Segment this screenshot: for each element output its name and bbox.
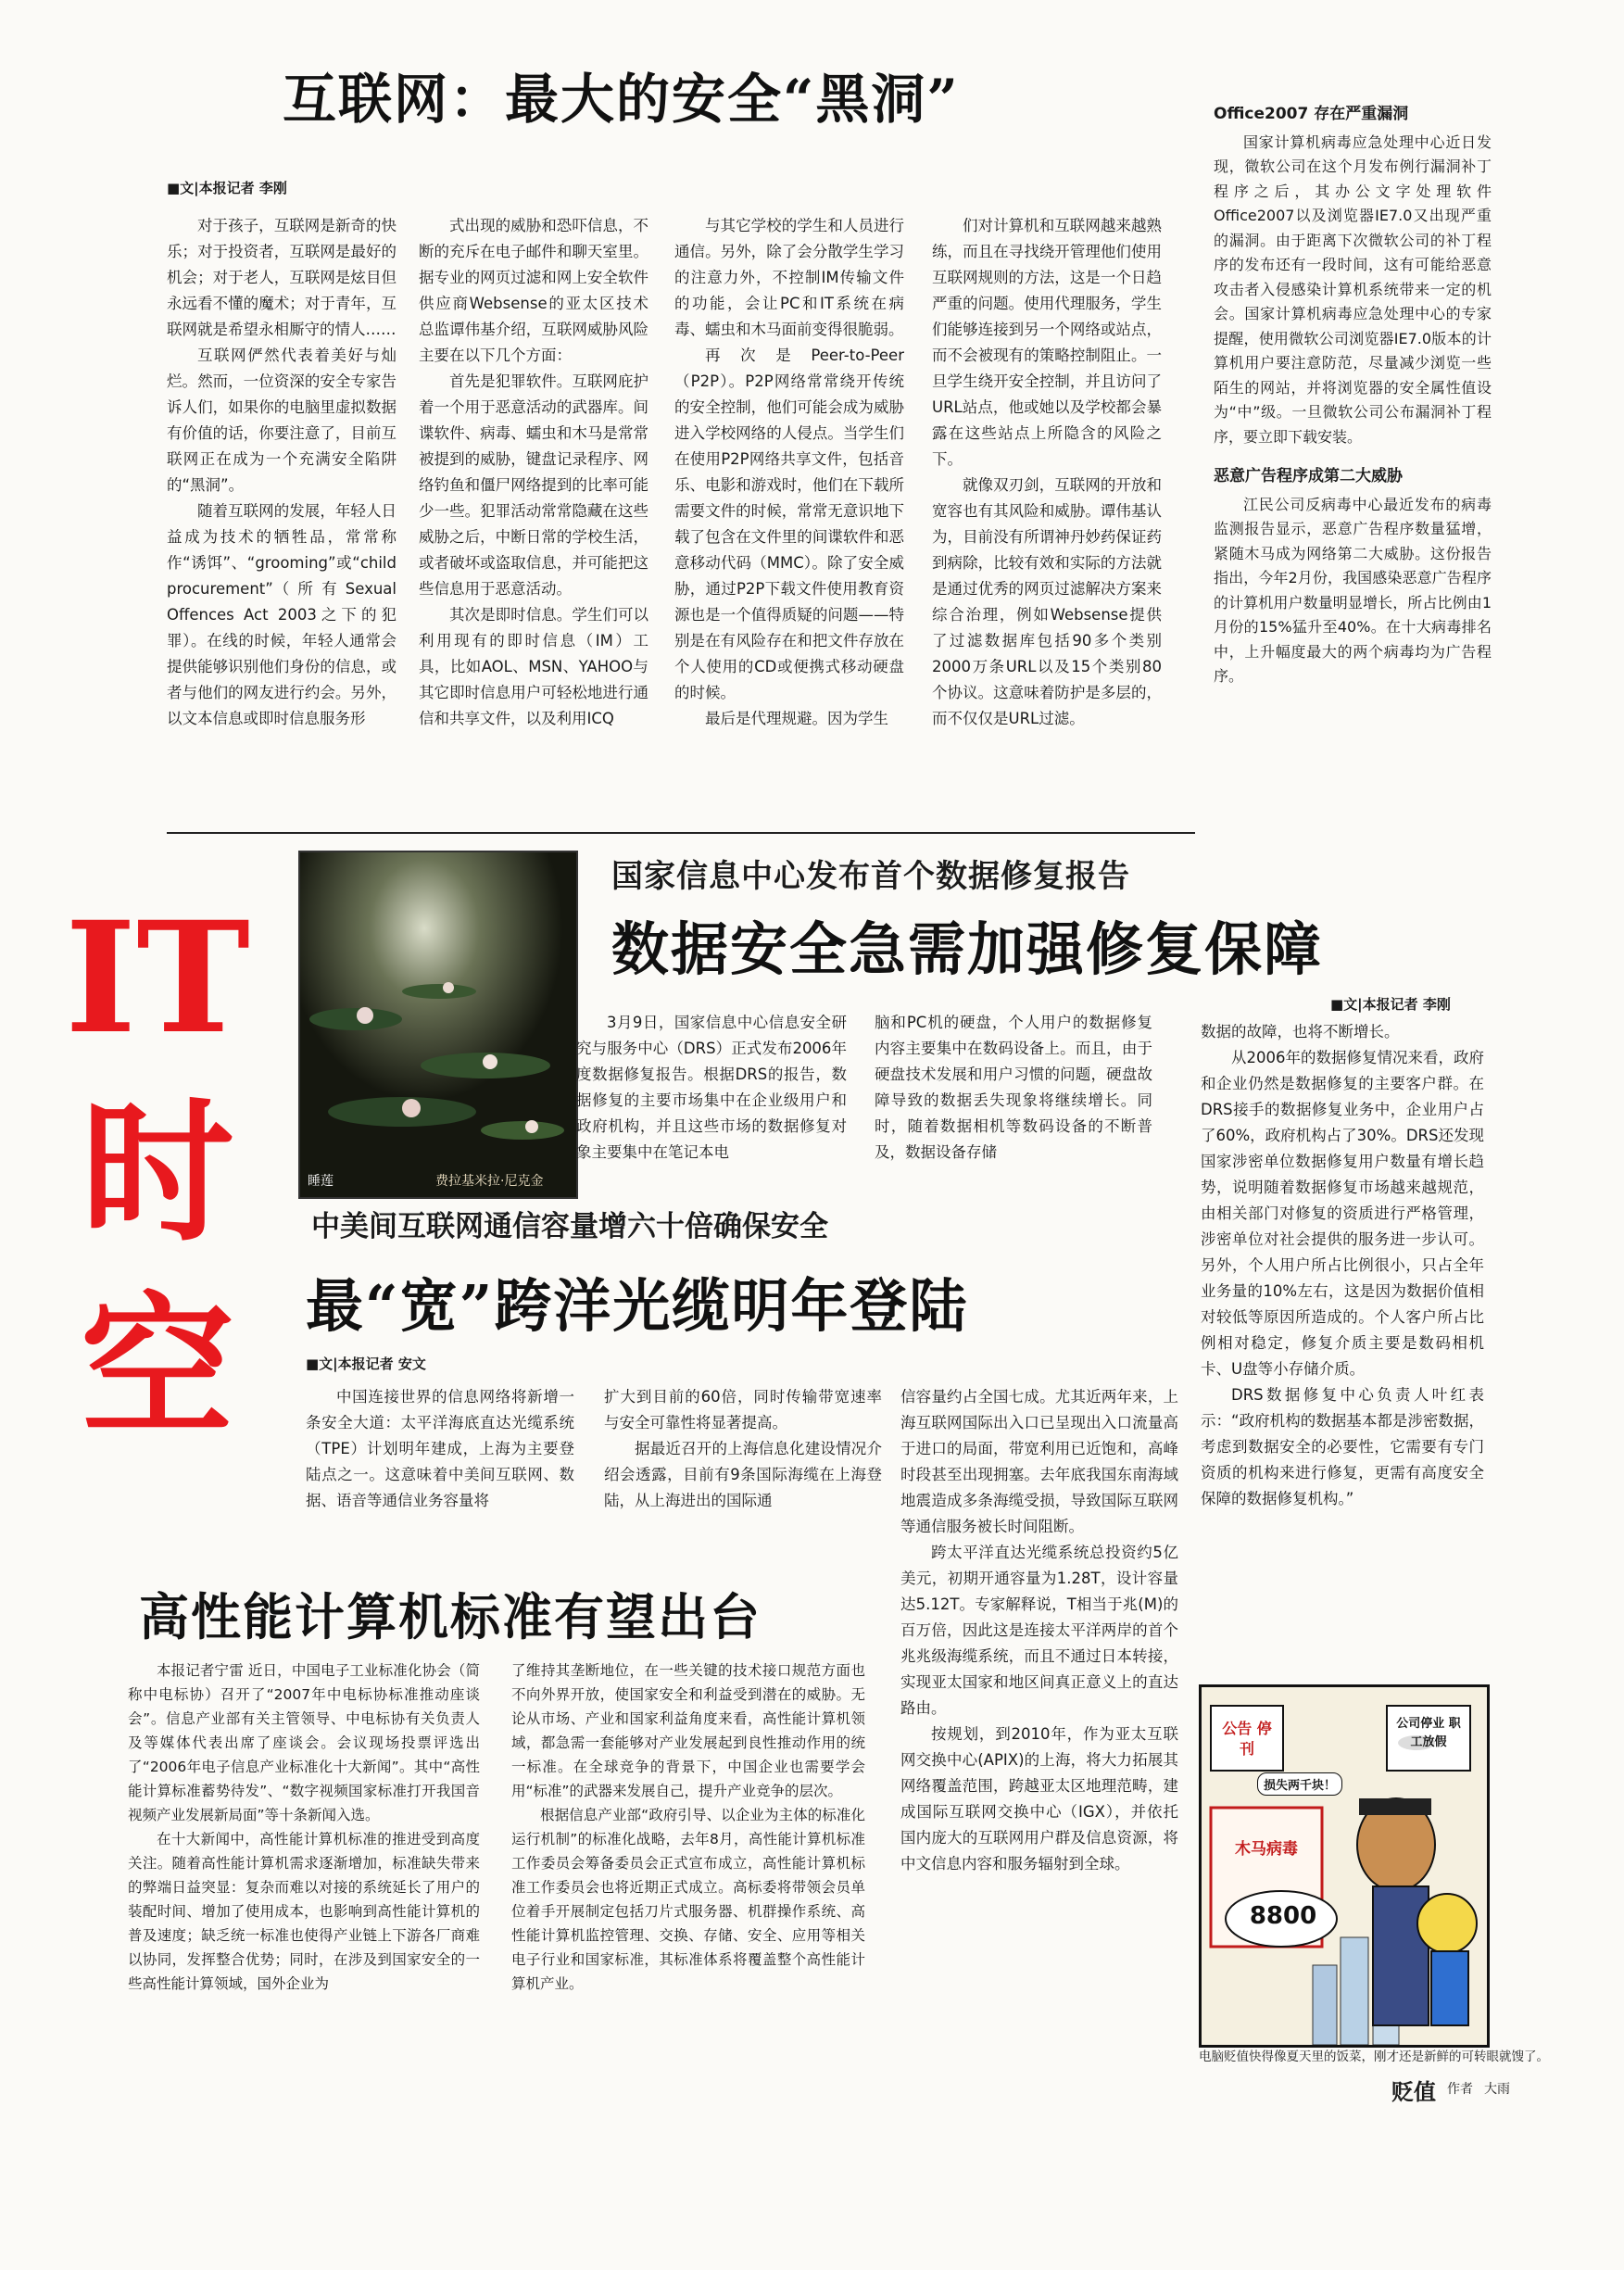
paragraph: 式出现的威胁和恐吓信息，不断的充斥在电子邮件和聊天室里。据专业的网页过滤和网上安全软件供应商Websense的亚太区技术总监谭伟基介绍，互联网威胁风险主要在以下几个方面： [419, 217, 648, 364]
article3-byline: ■文|本报记者 安文 [306, 1356, 426, 1372]
article4-headline: 高性能计算机标准有望出台 [139, 1587, 762, 1646]
paragraph: 据最近召开的上海信息化建设情况介绍会透露，目前有9条国际海缆在上海登陆，从上海进出的国际通 [604, 1440, 882, 1509]
paragraph: 其次是即时信息。学生们可以利用现有的即时信息（IM）工具，比如AOL、MSN、YAHOO与其它即时信息用户可轻松地进行通信和共享文件，以及利用ICQ [419, 606, 648, 727]
section-title-line-2: 时 [81, 1082, 234, 1262]
cartoon-sign-company: 公司停业 职工放假 [1396, 1717, 1461, 1749]
paragraph: 最后是代理规避。因为学生 [705, 710, 888, 727]
article1-col4 [932, 213, 1162, 825]
paragraph: 在十大新闻中，高性能计算机标准的推进受到高度关注。随着高性能计算机需求逐渐增加，标准缺失带来的弊端日益突显：复杂而难以对接的系统延长了用户的装配时间、增加了使用成本，也影响到高性能计算机的普及速度；缺乏统一标准也使得产业链上下游各厂商难以协同，发挥整合优势；同时，在涉及到国家安全的一些高性能计算领域，国外企业为 [128, 1831, 480, 1992]
divider [167, 832, 1195, 834]
article1-col3 [674, 213, 904, 825]
sidebar-briefs [1214, 102, 1492, 750]
photo-caption-artist: 费拉基米拉·尼克金 [435, 1174, 544, 1189]
paragraph: 对于孩子，互联网是新奇的快乐；对于投资者，互联网是最好的机会；对于老人，互联网是炫目但永远看不懂的魔术；对于青年，互联网就是希望永相厮守的情人…… [167, 217, 397, 338]
article1-byline: ■文|本报记者 李刚 [167, 180, 287, 196]
cartoon-author: 大雨 [1484, 2082, 1510, 2097]
paragraph: 了维持其垄断地位，在一些关键的技术接口规范方面也不向外界开放，使国家安全和利益受到潜在的威胁。无论从市场、产业和国家利益角度来看，高性能计算机领域，都急需一套能够对产业发展起到良性推动作用的统一标准。在全球竞争的背景下，中国企业也需要学会用“标准”的武器来发展自己，提升产业竞争的层次。 [511, 1662, 865, 1799]
paragraph: 就像双刃剑，互联网的开放和宽容也有其风险和威胁。谭伟基认为，目前没有所谓神丹妙药保证药到病除，比较有效和实际的方法就是通过优秀的网页过滤解决方案来综合治理，例如Websense提供了过滤数据库包括90多个类别2000万条URL以及15个类别80个协议。这意味着防护是多层的，而不仅仅是URL过滤。 [932, 476, 1162, 727]
article3-col1 [306, 1384, 574, 1551]
section-title-line-3: 空 [81, 1277, 234, 1457]
painting-photo [298, 851, 578, 1199]
section-title [56, 880, 259, 1464]
paragraph: 根据信息产业部“政府引导、以企业为主体的标准化运行机制”的标准化战略，去年8月，高性能计算机标准工作委员会筹备委员会正式宣布成立，高性能计算机标准工作委员会也将近期正式成立。高标委将带领会员单位着手开展制定包括刀片式服务器、机群操作系统、高性能计算机监控管理、交换、存储、安全、应用等相关电子行业和国家标准，其标准体系将覆盖整个高性能计算机产业。 [511, 1807, 865, 1992]
water-lily-image [300, 852, 576, 1197]
paragraph: 本报记者宁雷 近日，中国电子工业标准化协会（简称中电标协）召开了“2007年中电标协标准推动座谈会”。信息产业部有关主管领导、中电标协有关负责人及等媒体代表出席了座谈会。会议现场投票评选出了“2006年电子信息产业标准化十大新闻”。其中“高性能计算标准蓄势待发”、“数字视频国家标准打开我国音视频产业发展新局面”等十条新闻入选。 [128, 1662, 480, 1823]
article3-col3 [900, 1384, 1178, 2042]
section-title-line-1: IT [65, 888, 250, 1067]
paragraph: 数据的故障，也将不断增长。 [1201, 1023, 1400, 1040]
cartoon-bubble: 损失两千块！ [1257, 1772, 1342, 1796]
paragraph: 随着互联网的发展，年轻人日益成为技术的牺牲品，常常称作“诱饵”、“grooming”或“child procurement”（所有Sexual Offences Act 2003之下的犯罪）。在线的时候，年轻人通常会提供能够识别他们身份的信息，或者与他们的网友进行约会。另外，以文本信息或即时信息服务形 [167, 502, 397, 727]
paragraph: 扩大到目前的60倍，同时传输带宽速率与安全可靠性将显著提高。 [604, 1388, 882, 1431]
paragraph: 中国连接世界的信息网络将新增一条安全大道：太平洋海底直达光缆系统（TPE）计划明年建成，上海为主要登陆点之一。这意味着中美间互联网、数据、语音等通信业务容量将 [306, 1388, 574, 1509]
article4-col2 [511, 1658, 865, 2094]
paragraph: 3月9日，国家信息中心信息安全研究与服务中心（DRS）正式发布2006年度数据修复报告。根据DRS的报告，数据修复的主要市场集中在企业级用户和政府机构，并且这些市场的数据修复对象主要集中在笔记本电 [576, 1014, 847, 1161]
paragraph: DRS数据修复中心负责人叶红表示：“政府机构的数据基本都是涉密数据，考虑到数据安全的必要性，它需要有专门资质的机构来进行修复，更需有高度安全保障的数据修复机构。” [1201, 1386, 1484, 1507]
paragraph: 江民公司反病毒中心最近发布的病毒监测报告显示，恶意广告程序数量猛增，紧随木马成为网络第二大威胁。这份报告指出，今年2月份，我国感染恶意广告程序的计算机用户数量明显增长，所占比例由1月份的15%猛升至40%。在十大病毒排名中，上升幅度最大的两个病毒均为广告程序。 [1214, 495, 1492, 685]
article2-byline: ■文|本报记者 李刚 [1330, 996, 1451, 1013]
paragraph: 首先是犯罪软件。互联网庇护着一个用于恶意活动的武器库。间谍软件、病毒、蠕虫和木马是常常被提到的威胁，键盘记录程序、网络钓鱼和僵尸网络提到的比率可能少一些。犯罪活动常常隐藏在这些威胁之后，中断日常的学校生活，或者破坏或盗取信息，并可能把这些信息用于恶意活动。 [419, 372, 648, 598]
cartoon-panel [1199, 1684, 1490, 2048]
sidebar-heading-adware: 恶意广告程序成第二大威胁 [1214, 467, 1403, 486]
paragraph: 按规划，到2010年，作为亚太互联网交换中心(APIX)的上海，将大力拓展其网络覆盖范围，跨越亚太区地理范畴，建成国际互联网交换中心（IGX），并依托国内庞大的互联网用户群及信息资源，将中文信息内容和服务辐射到全球。 [900, 1725, 1178, 1873]
article1-headline: 互联网：最大的安全“黑洞” [283, 68, 960, 131]
article2-col1 [576, 1010, 847, 1195]
paragraph: 脑和PC机的硬盘，个人用户的数据修复内容主要集中在数码设备上。而且，由于硬盘技术发展和用户习惯的问题，硬盘故障导致的数据丢失现象将继续增长。同时，随着数据相机等数码设备的不断普及，数据设备存储 [875, 1014, 1152, 1161]
article2-headline: 数据安全急需加强修复保障 [611, 915, 1324, 983]
article4-col1 [128, 1658, 480, 2094]
paragraph: 国家计算机病毒应急处理中心近日发现，微软公司在这个月发布例行漏洞补丁程序之后，其办公文字处理软件Office2007以及浏览器IE7.0又出现严重的漏洞。由于距离下次微软公司的补丁程序的发布还有一段时间，这有可能给恶意攻击者入侵感染计算机系统带来一定的机会。国家计算机病毒应急处理中心的专家提醒，使用微软公司浏览器IE7.0版本的计算机用户要注意防范，尽量减少浏览一些陌生的网站，并将浏览器的安全属性值设为“中”级。一旦微软公司公布漏洞补丁程序，要立即下载安装。 [1214, 132, 1492, 446]
cartoon-title: 贬值 [1391, 2079, 1436, 2105]
article2-kicker: 国家信息中心发布首个数据修复报告 [611, 858, 1130, 895]
paragraph: 们对计算机和互联网越来越熟练，而且在寻找绕开管理他们使用互联网规则的方法，这是一个日趋严重的问题。使用代理服务，学生们能够连接到另一个网络或站点，而不会被现有的策略控制阻止。一旦学生绕开安全控制，并且访问了URL站点，他或她以及学校都会暴露在这些站点上所隐含的风险之下。 [932, 217, 1162, 468]
paragraph: 互联网俨然代表着美好与灿烂。然而，一位资深的安全专家告诉人们，如果你的电脑里虚拟数据有价值的话，你要注意了，目前互联网正在成为一个充满安全陷阱的“黑洞”。 [167, 347, 397, 494]
article1-col1 [167, 213, 397, 825]
cartoon-price: 8800 [1249, 1902, 1317, 1930]
article3-headline: 最“宽”跨洋光缆明年登陆 [306, 1272, 969, 1340]
sidebar-heading-office2007: Office2007 存在严重漏洞 [1214, 105, 1409, 123]
paragraph: 从2006年的数据修复情况来看，政府和企业仍然是数据修复的主要客户群。在DRS接手的数据修复业务中，企业用户占了60%，政府机构占了30%。DRS还发现国家涉密单位数据修复用户数量有增长趋势，说明随着数据修复市场越来越规范，由相关部门对修复的资质进行严格管理，涉密单位对社会提供的服务进一步认可。另外，个人用户所占比例很小，只占全年业务量的10%左右，这是因为数据价值相对较低等原因所造成的。个人客户所占比例相对稳定，修复介质主要是数码相机卡、U盘等小存储介质。 [1201, 1049, 1484, 1378]
article3-col2 [604, 1384, 882, 1551]
paragraph: 信容量约占全国七成。尤其近两年来，上海互联网国际出入口已呈现出入口流量高于进口的局面，带宽利用已近饱和，高峰时段甚至出现拥塞。去年底我国东南海域地震造成多条海缆受损，导致国际互联网等通信服务被长时间阻断。 [900, 1388, 1178, 1535]
paragraph: 与其它学校的学生和人员进行通信。另外，除了会分散学生学习的注意力外，不控制IM传输文件的功能，会让PC和IT系统在病毒、蠕虫和木马面前变得很脆弱。 [674, 217, 904, 338]
cartoon-sign-closed: 公告 停刊 [1222, 1720, 1272, 1758]
article2-col2 [875, 1010, 1152, 1195]
cartoon-screen-text: 木马病毒 [1235, 1840, 1298, 1859]
cartoon-author-label: 作者 [1447, 2082, 1473, 2097]
cartoon-caption: 电脑贬值快得像夏天里的饭菜，刚才还是新鲜的可转眼就馊了。 [1199, 2049, 1549, 2064]
article1-col2 [419, 213, 648, 825]
article3-kicker: 中美间互联网通信容量增六十倍确保安全 [311, 1210, 828, 1243]
paragraph: 再次是Peer-to-Peer（P2P）。P2P网络常常绕开传统的安全控制，他们可能会成为威胁进入学校网络的人侵点。当学生们在使用P2P网络共享文件，包括音乐、电影和游戏时，他们在下载所需要文件的时候，常常无意识地下载了包含在文件里的间谍软件和恶意移动代码（MMC）。除了安全威胁，通过P2P下载文件使用教育资源也是一个值得质疑的问题——特别是在有风险存在和把文件存放在个人使用的CD或便携式移动硬盘的时候。 [674, 347, 904, 701]
photo-caption-title: 睡莲 [308, 1174, 334, 1189]
article2-col3 [1201, 1019, 1484, 1668]
paragraph: 跨太平洋直达光缆系统总投资约5亿美元，初期开通容量为1.28T，设计容量达5.12T。专家解释说，T相当于兆(M)的百万倍，因此这是连接太平洋两岸的首个兆兆级海缆系统，而且不通过日本转接，实现亚太国家和地区间真正意义上的直达路由。 [900, 1544, 1178, 1717]
